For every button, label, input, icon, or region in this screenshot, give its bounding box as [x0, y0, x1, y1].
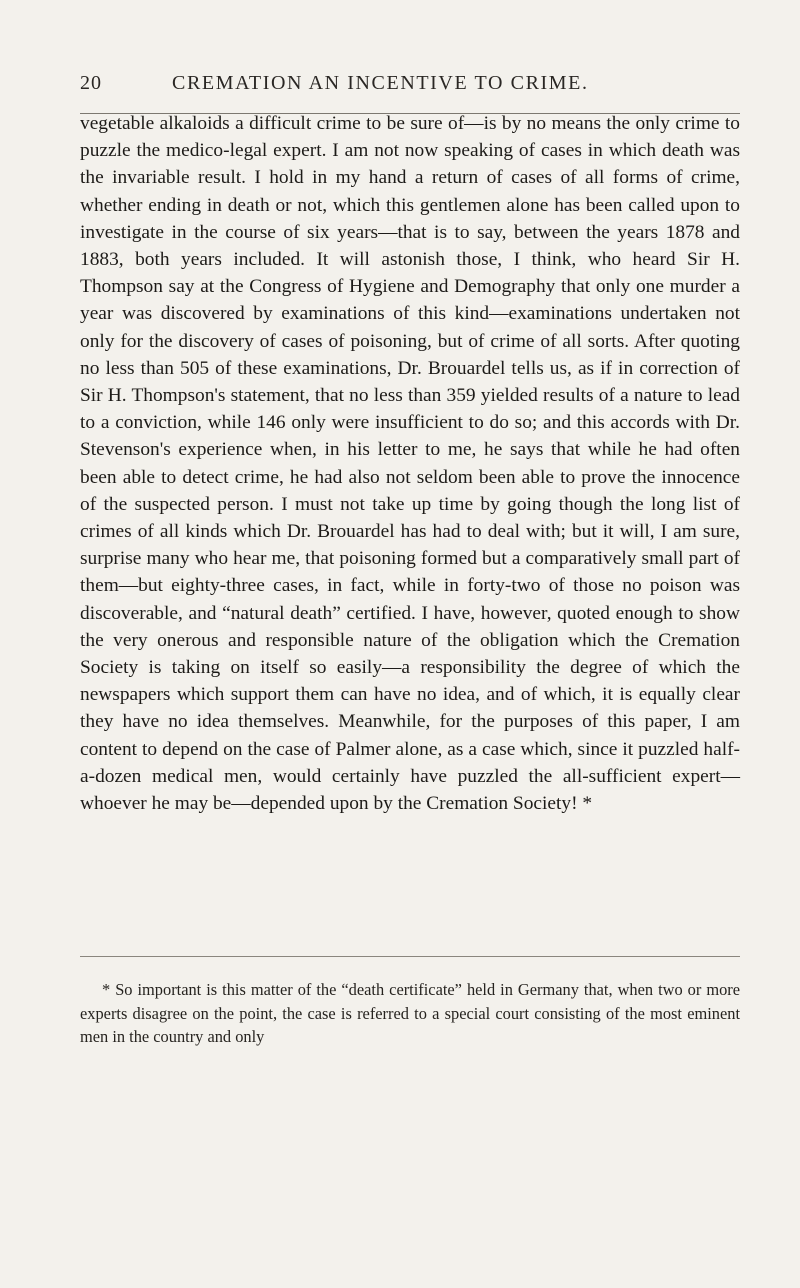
footnote-text: * So important is this matter of the “death certificate” held in Germany that, when two or more experts disagree on the point, the case is referred to a special court consisting of the most eminent men in the country and only: [80, 980, 740, 1046]
running-head: [80, 72, 740, 102]
footnote: [80, 978, 740, 1049]
page-number: 20: [80, 72, 102, 94]
body-paragraph: vegetable alkaloids a difficult crime to be sure of—is by no means the only crime to puzzle the medico-legal expert. I am not now speaking of cases in which death was the invariable result. I hold in my hand a return of cases of all forms of crime, whether ending in death or not, which this gentlemen alone has been called upon to investigate in the course of six years—that is to say, between the years 1878 and 1883, both years included. It will astonish those, I think, who heard Sir H. Thompson say at the Congress of Hygiene and Demography that only one murder a year was discovered by examinations of this kind—examinations undertaken not only for the discovery of cases of poisoning, but of crime of all sorts. After quoting no less than 505 of these examinations, Dr. Brouardel tells us, as if in correction of Sir H. Thompson's statement, that no less than 359 yielded results of a nature to lead to a conviction, while 146 only were insufficient to do so; and this accords with Dr. Stevenson's experience when, in his letter to me, he says that while he had often been able to detect crime, he had also not seldom been able to prove the innocence of the suspected person. I must not take up time by going though the long list of crimes of all kinds which Dr. Brouardel has had to deal with; but it will, I am sure, surprise many who hear me, that poisoning formed but a comparatively small part of them—but eighty-three cases, in fact, while in forty-two of those no poison was discoverable, and “natural death” certified. I have, however, quoted enough to show the very onerous and responsible nature of the obligation which the Cremation Society is taking on itself so easily—a responsibility the degree of which the newspapers which support them can have no idea, and of which, it is equally clear they have no idea themselves. Meanwhile, for the purposes of this paper, I am content to depend on the case of Palmer alone, as a case which, since it puzzled half-a-dozen medical men, would certainly have puzzled the all-sufficient expert—whoever he may be—depended upon by the Cremation Society! *: [80, 113, 740, 815]
footnote-rule: [80, 956, 740, 957]
body-text: [80, 110, 740, 817]
running-title: CREMATION AN INCENTIVE TO CRIME.: [172, 72, 589, 94]
